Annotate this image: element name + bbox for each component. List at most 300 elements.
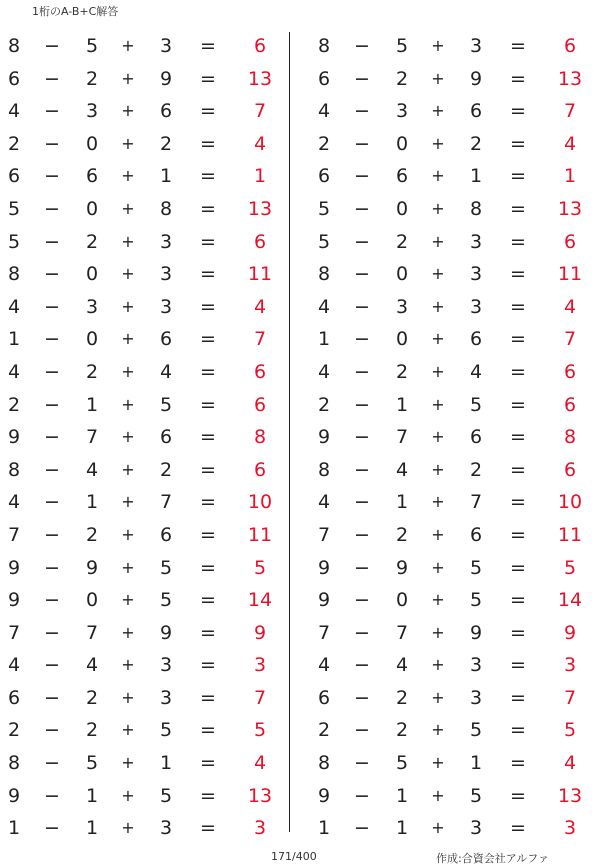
minus-sign: −	[354, 197, 370, 220]
problem-row	[310, 291, 600, 324]
plus-sign: +	[121, 655, 135, 675]
plus-sign: +	[121, 264, 135, 284]
answer: 6	[563, 393, 577, 416]
operand-c: 5	[469, 719, 483, 742]
plus-sign: +	[121, 329, 135, 349]
operand-c: 3	[469, 35, 483, 57]
problem-row	[0, 291, 290, 324]
minus-sign: −	[354, 817, 370, 840]
plus-sign: +	[431, 101, 445, 121]
credit-label: 作成:合資会社アルファ	[436, 852, 550, 865]
problem-row	[0, 486, 290, 519]
answer: 13	[247, 784, 273, 807]
operand-a: 7	[7, 523, 21, 546]
minus-sign: −	[354, 458, 370, 481]
plus-sign: +	[431, 427, 445, 447]
equals-sign: =	[510, 230, 526, 253]
problem-row	[0, 747, 290, 780]
operand-c: 3	[469, 817, 483, 840]
plus-sign: +	[431, 329, 445, 349]
problem-row	[310, 63, 600, 96]
answer: 6	[563, 35, 577, 57]
plus-sign: +	[431, 36, 445, 55]
problem-row	[0, 682, 290, 715]
operand-b: 3	[395, 295, 409, 318]
equals-sign: =	[200, 556, 216, 579]
operand-b: 0	[395, 197, 409, 220]
minus-sign: −	[44, 817, 60, 840]
problem-row	[0, 552, 290, 585]
operand-b: 9	[85, 556, 99, 579]
plus-sign: +	[431, 655, 445, 675]
operand-c: 3	[469, 230, 483, 253]
operand-c: 9	[159, 67, 173, 90]
minus-sign: −	[44, 35, 60, 57]
operand-a: 4	[317, 491, 331, 514]
operand-b: 0	[395, 328, 409, 351]
operand-a: 9	[7, 426, 21, 449]
problem-row	[0, 617, 290, 650]
operand-b: 0	[85, 132, 99, 155]
operand-b: 3	[85, 295, 99, 318]
operand-c: 3	[159, 654, 173, 677]
operand-a: 7	[7, 621, 21, 644]
operand-a: 2	[317, 393, 331, 416]
operand-a: 8	[7, 35, 21, 57]
operand-a: 1	[7, 328, 21, 351]
answer: 9	[563, 621, 577, 644]
equals-sign: =	[200, 197, 216, 220]
minus-sign: −	[354, 426, 370, 449]
equals-sign: =	[510, 165, 526, 188]
answer: 13	[557, 197, 583, 220]
plus-sign: +	[121, 687, 135, 707]
equals-sign: =	[200, 360, 216, 383]
plus-sign: +	[431, 492, 445, 512]
equals-sign: =	[200, 491, 216, 514]
answer: 6	[563, 230, 577, 253]
operand-c: 3	[159, 686, 173, 709]
operand-a: 5	[317, 230, 331, 253]
plus-sign: +	[431, 296, 445, 316]
plus-sign: +	[431, 231, 445, 251]
answer: 11	[557, 263, 583, 286]
answer: 4	[563, 132, 577, 155]
operand-a: 6	[7, 686, 21, 709]
operand-a: 9	[317, 784, 331, 807]
problem-row	[310, 128, 600, 161]
operand-c: 2	[469, 458, 483, 481]
equals-sign: =	[200, 589, 216, 612]
problem-row	[310, 649, 600, 682]
answer: 14	[247, 589, 273, 612]
operand-b: 2	[395, 686, 409, 709]
operand-a: 8	[7, 752, 21, 775]
plus-sign: +	[121, 427, 135, 447]
equals-sign: =	[200, 523, 216, 546]
minus-sign: −	[354, 360, 370, 383]
equals-sign: =	[200, 230, 216, 253]
operand-a: 6	[317, 686, 331, 709]
problem-row	[310, 519, 600, 552]
equals-sign: =	[200, 686, 216, 709]
page-number: 171/400	[271, 850, 317, 863]
operand-a: 9	[7, 556, 21, 579]
equals-sign: =	[200, 719, 216, 742]
problem-row	[310, 193, 600, 226]
answer: 7	[253, 328, 267, 351]
plus-sign: +	[431, 687, 445, 707]
operand-c: 5	[469, 393, 483, 416]
operand-b: 2	[85, 523, 99, 546]
equals-sign: =	[200, 132, 216, 155]
answer: 5	[563, 556, 577, 579]
operand-b: 2	[395, 719, 409, 742]
answer: 5	[563, 719, 577, 742]
answer: 11	[247, 263, 273, 286]
operand-a: 6	[317, 165, 331, 188]
minus-sign: −	[44, 263, 60, 286]
operand-c: 1	[469, 752, 483, 775]
operand-c: 7	[469, 491, 483, 514]
operand-c: 5	[159, 556, 173, 579]
problem-row	[0, 649, 290, 682]
equals-sign: =	[200, 35, 216, 57]
minus-sign: −	[354, 686, 370, 709]
minus-sign: −	[44, 491, 60, 514]
operand-a: 8	[7, 458, 21, 481]
equals-sign: =	[510, 719, 526, 742]
problem-row	[310, 584, 600, 617]
operand-c: 3	[159, 35, 173, 57]
operand-b: 2	[395, 360, 409, 383]
operand-a: 2	[7, 719, 21, 742]
operand-a: 9	[7, 589, 21, 612]
plus-sign: +	[121, 753, 135, 773]
operand-a: 2	[7, 393, 21, 416]
problem-row	[0, 63, 290, 96]
plus-sign: +	[121, 459, 135, 479]
minus-sign: −	[354, 523, 370, 546]
problem-row	[310, 389, 600, 422]
minus-sign: −	[44, 686, 60, 709]
problem-row	[0, 30, 290, 63]
operand-c: 8	[469, 197, 483, 220]
problem-row	[310, 747, 600, 780]
minus-sign: −	[354, 556, 370, 579]
operand-c: 6	[159, 100, 173, 123]
answer: 3	[253, 817, 267, 840]
problem-row	[310, 552, 600, 585]
operand-b: 1	[395, 393, 409, 416]
equals-sign: =	[510, 100, 526, 123]
plus-sign: +	[121, 36, 135, 55]
operand-b: 5	[85, 35, 99, 57]
operand-c: 7	[159, 491, 173, 514]
operand-b: 3	[395, 100, 409, 123]
plus-sign: +	[121, 231, 135, 251]
minus-sign: −	[44, 556, 60, 579]
answer: 7	[563, 328, 577, 351]
operand-c: 1	[469, 165, 483, 188]
operand-c: 6	[159, 523, 173, 546]
problem-row	[0, 323, 290, 356]
minus-sign: −	[354, 654, 370, 677]
minus-sign: −	[354, 35, 370, 57]
answer: 3	[563, 654, 577, 677]
minus-sign: −	[354, 752, 370, 775]
answer: 10	[247, 491, 273, 514]
answer: 6	[253, 35, 267, 57]
equals-sign: =	[510, 393, 526, 416]
answer: 1	[253, 165, 267, 188]
operand-b: 4	[85, 458, 99, 481]
minus-sign: −	[354, 328, 370, 351]
operand-c: 6	[469, 426, 483, 449]
problem-row	[310, 323, 600, 356]
answer: 3	[253, 654, 267, 677]
plus-sign: +	[431, 166, 445, 186]
problem-row	[0, 95, 290, 128]
answer: 6	[563, 360, 577, 383]
equals-sign: =	[200, 426, 216, 449]
answer: 8	[563, 426, 577, 449]
operand-c: 2	[469, 132, 483, 155]
minus-sign: −	[44, 197, 60, 220]
operand-c: 9	[469, 621, 483, 644]
operand-b: 0	[85, 263, 99, 286]
problem-row	[310, 682, 600, 715]
operand-b: 0	[395, 263, 409, 286]
equals-sign: =	[510, 556, 526, 579]
operand-a: 5	[317, 197, 331, 220]
equals-sign: =	[200, 621, 216, 644]
operand-c: 5	[159, 589, 173, 612]
minus-sign: −	[44, 589, 60, 612]
operand-c: 5	[469, 556, 483, 579]
operand-b: 4	[85, 654, 99, 677]
operand-b: 2	[85, 230, 99, 253]
operand-a: 1	[317, 817, 331, 840]
plus-sign: +	[431, 133, 445, 153]
operand-b: 2	[85, 67, 99, 90]
operand-a: 1	[7, 817, 21, 840]
operand-b: 7	[395, 621, 409, 644]
answer: 6	[253, 393, 267, 416]
equals-sign: =	[510, 589, 526, 612]
operand-c: 1	[159, 165, 173, 188]
problem-row	[0, 193, 290, 226]
column-divider	[289, 32, 290, 832]
operand-b: 1	[85, 393, 99, 416]
problem-row	[310, 454, 600, 487]
answer: 11	[557, 523, 583, 546]
answer: 14	[557, 589, 583, 612]
operand-b: 9	[395, 556, 409, 579]
operand-b: 5	[395, 752, 409, 775]
problem-row	[0, 584, 290, 617]
problem-row	[0, 128, 290, 161]
operand-b: 4	[395, 654, 409, 677]
answer: 13	[247, 197, 273, 220]
operand-a: 6	[7, 165, 21, 188]
operand-c: 5	[159, 784, 173, 807]
operand-a: 6	[317, 67, 331, 90]
equals-sign: =	[510, 360, 526, 383]
plus-sign: +	[431, 361, 445, 381]
equals-sign: =	[510, 686, 526, 709]
problem-row	[310, 226, 600, 259]
operand-a: 5	[7, 230, 21, 253]
minus-sign: −	[44, 393, 60, 416]
operand-c: 6	[469, 328, 483, 351]
equals-sign: =	[200, 784, 216, 807]
plus-sign: +	[431, 720, 445, 740]
minus-sign: −	[354, 393, 370, 416]
operand-b: 5	[395, 35, 409, 57]
plus-sign: +	[121, 720, 135, 740]
operand-a: 2	[317, 132, 331, 155]
operand-c: 4	[469, 360, 483, 383]
plus-sign: +	[431, 459, 445, 479]
problem-row	[310, 617, 600, 650]
equals-sign: =	[200, 654, 216, 677]
problem-row	[0, 160, 290, 193]
plus-sign: +	[121, 394, 135, 414]
plus-sign: +	[121, 590, 135, 610]
operand-b: 0	[85, 328, 99, 351]
operand-b: 2	[395, 67, 409, 90]
minus-sign: −	[354, 491, 370, 514]
equals-sign: =	[510, 654, 526, 677]
operand-b: 0	[85, 197, 99, 220]
plus-sign: +	[121, 557, 135, 577]
problem-row	[0, 812, 290, 845]
plus-sign: +	[121, 133, 135, 153]
plus-sign: +	[121, 818, 135, 838]
minus-sign: −	[354, 784, 370, 807]
operand-b: 2	[85, 360, 99, 383]
answer: 3	[563, 817, 577, 840]
plus-sign: +	[121, 166, 135, 186]
plus-sign: +	[431, 394, 445, 414]
equals-sign: =	[510, 197, 526, 220]
operand-c: 9	[469, 67, 483, 90]
operand-a: 4	[317, 360, 331, 383]
minus-sign: −	[44, 426, 60, 449]
minus-sign: −	[44, 360, 60, 383]
operand-c: 8	[159, 197, 173, 220]
operand-b: 0	[85, 589, 99, 612]
operand-a: 8	[317, 458, 331, 481]
answer: 4	[253, 752, 267, 775]
plus-sign: +	[431, 622, 445, 642]
equals-sign: =	[510, 458, 526, 481]
minus-sign: −	[44, 654, 60, 677]
minus-sign: −	[44, 67, 60, 90]
equals-sign: =	[510, 35, 526, 57]
operand-c: 3	[469, 654, 483, 677]
operand-a: 4	[317, 654, 331, 677]
plus-sign: +	[121, 622, 135, 642]
plus-sign: +	[431, 264, 445, 284]
answer: 8	[253, 426, 267, 449]
operand-a: 9	[317, 426, 331, 449]
problem-row	[310, 421, 600, 454]
problem-row	[0, 421, 290, 454]
operand-b: 1	[395, 784, 409, 807]
operand-c: 5	[469, 589, 483, 612]
minus-sign: −	[354, 295, 370, 318]
minus-sign: −	[44, 132, 60, 155]
equals-sign: =	[510, 295, 526, 318]
minus-sign: −	[44, 230, 60, 253]
minus-sign: −	[354, 100, 370, 123]
answer: 4	[253, 295, 267, 318]
equals-sign: =	[200, 100, 216, 123]
problem-column-right	[310, 30, 600, 845]
operand-b: 6	[395, 165, 409, 188]
equals-sign: =	[510, 784, 526, 807]
operand-b: 7	[85, 426, 99, 449]
problem-row	[310, 486, 600, 519]
problem-row	[310, 30, 600, 63]
minus-sign: −	[44, 719, 60, 742]
plus-sign: +	[431, 590, 445, 610]
equals-sign: =	[510, 621, 526, 644]
equals-sign: =	[200, 458, 216, 481]
minus-sign: −	[354, 621, 370, 644]
operand-a: 4	[7, 295, 21, 318]
operand-b: 4	[395, 458, 409, 481]
operand-b: 0	[395, 132, 409, 155]
equals-sign: =	[200, 263, 216, 286]
equals-sign: =	[510, 491, 526, 514]
equals-sign: =	[200, 393, 216, 416]
operand-b: 1	[85, 491, 99, 514]
operand-a: 8	[317, 752, 331, 775]
equals-sign: =	[510, 67, 526, 90]
operand-a: 4	[7, 100, 21, 123]
answer: 6	[563, 458, 577, 481]
answer: 5	[253, 556, 267, 579]
operand-a: 4	[7, 491, 21, 514]
minus-sign: −	[354, 719, 370, 742]
operand-c: 4	[159, 360, 173, 383]
answer: 13	[247, 67, 273, 90]
operand-b: 5	[85, 752, 99, 775]
plus-sign: +	[431, 68, 445, 88]
equals-sign: =	[510, 752, 526, 775]
operand-b: 2	[85, 686, 99, 709]
equals-sign: =	[200, 165, 216, 188]
operand-b: 1	[85, 784, 99, 807]
plus-sign: +	[431, 785, 445, 805]
operand-c: 2	[159, 458, 173, 481]
equals-sign: =	[200, 328, 216, 351]
equals-sign: =	[510, 263, 526, 286]
operand-b: 6	[85, 165, 99, 188]
problem-row	[310, 812, 600, 845]
plus-sign: +	[121, 68, 135, 88]
answer: 6	[253, 458, 267, 481]
equals-sign: =	[200, 67, 216, 90]
operand-c: 6	[159, 426, 173, 449]
equals-sign: =	[510, 817, 526, 840]
answer: 7	[563, 686, 577, 709]
operand-b: 2	[395, 523, 409, 546]
plus-sign: +	[431, 753, 445, 773]
